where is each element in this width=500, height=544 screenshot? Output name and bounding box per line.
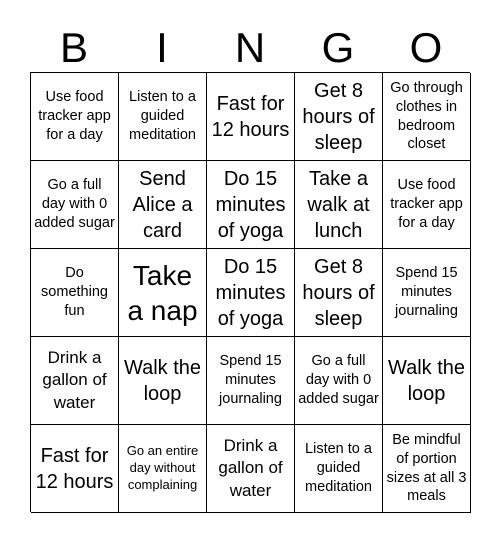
bingo-cell[interactable] (295, 73, 383, 161)
bingo-board (30, 72, 470, 512)
cell-text: Send Alice a card (132, 167, 193, 242)
cell-text: Get 8 hours of sleep (302, 255, 375, 330)
cell-text: Do 15 minutes of yoga (215, 167, 286, 242)
bingo-cell[interactable] (295, 337, 383, 425)
bingo-cell[interactable] (31, 249, 119, 337)
cell-text: Walk the loop (123, 356, 202, 405)
bingo-cell[interactable] (207, 73, 295, 161)
bingo-cell[interactable] (207, 249, 295, 337)
header-letter-n: N (234, 24, 266, 71)
cell-text: Listen to a guided meditation (129, 89, 196, 143)
cell-text: Do something fun (41, 265, 108, 319)
bingo-cell[interactable] (207, 337, 295, 425)
bingo-cell[interactable] (295, 161, 383, 249)
cell-text: Drink a gallon of water (42, 347, 107, 412)
bingo-cell[interactable] (31, 73, 119, 161)
cell-text: Go a full day with 0 added sugar (298, 353, 379, 407)
bingo-cell[interactable] (383, 337, 471, 425)
cell-text: Fast for 12 hours (211, 92, 290, 141)
cell-text: Use food tracker app for a day (390, 177, 463, 231)
bingo-cell[interactable] (383, 161, 471, 249)
cell-text: Spend 15 minutes journaling (219, 353, 282, 407)
header-letter-b: B (59, 24, 88, 71)
bingo-cell[interactable] (295, 425, 383, 513)
bingo-header (30, 22, 470, 74)
cell-text: Fast for 12 hours (35, 444, 114, 493)
cell-text: Walk the loop (387, 356, 466, 405)
cell-text: Go an entire day without complaining (126, 443, 199, 492)
bingo-cell[interactable] (119, 161, 207, 249)
bingo-cell[interactable] (295, 249, 383, 337)
bingo-cell[interactable] (383, 249, 471, 337)
cell-text: Go a full day with 0 added sugar (34, 177, 115, 231)
cell-text: Drink a gallon of water (218, 435, 283, 500)
cell-text: Do 15 minutes of yoga (215, 255, 286, 330)
bingo-cell[interactable] (119, 73, 207, 161)
bingo-cell[interactable] (383, 425, 471, 513)
bingo-cell[interactable] (207, 161, 295, 249)
bingo-cell[interactable] (207, 425, 295, 513)
cell-text: Listen to a guided meditation (305, 441, 372, 495)
header-letter-g: G (321, 24, 355, 71)
header-letter-i: I (156, 24, 168, 71)
bingo-cell[interactable] (383, 73, 471, 161)
cell-text: Use food tracker app for a day (38, 89, 111, 143)
cell-text: Get 8 hours of sleep (302, 79, 375, 154)
bingo-cell[interactable] (119, 337, 207, 425)
cell-text: Take a walk at lunch (307, 167, 370, 242)
cell-text: Go through clothes in bedroom closet (390, 79, 463, 153)
cell-text: Take a nap (127, 259, 198, 326)
bingo-cell[interactable] (31, 337, 119, 425)
bingo-cell-free[interactable] (119, 249, 207, 337)
bingo-cell[interactable] (119, 425, 207, 513)
header-letter-o: O (409, 24, 443, 71)
cell-text: Spend 15 minutes journaling (395, 265, 458, 319)
bingo-cell[interactable] (31, 425, 119, 513)
cell-text: Be mindful of portion sizes at all 3 meals (386, 431, 467, 505)
bingo-cell[interactable] (31, 161, 119, 249)
